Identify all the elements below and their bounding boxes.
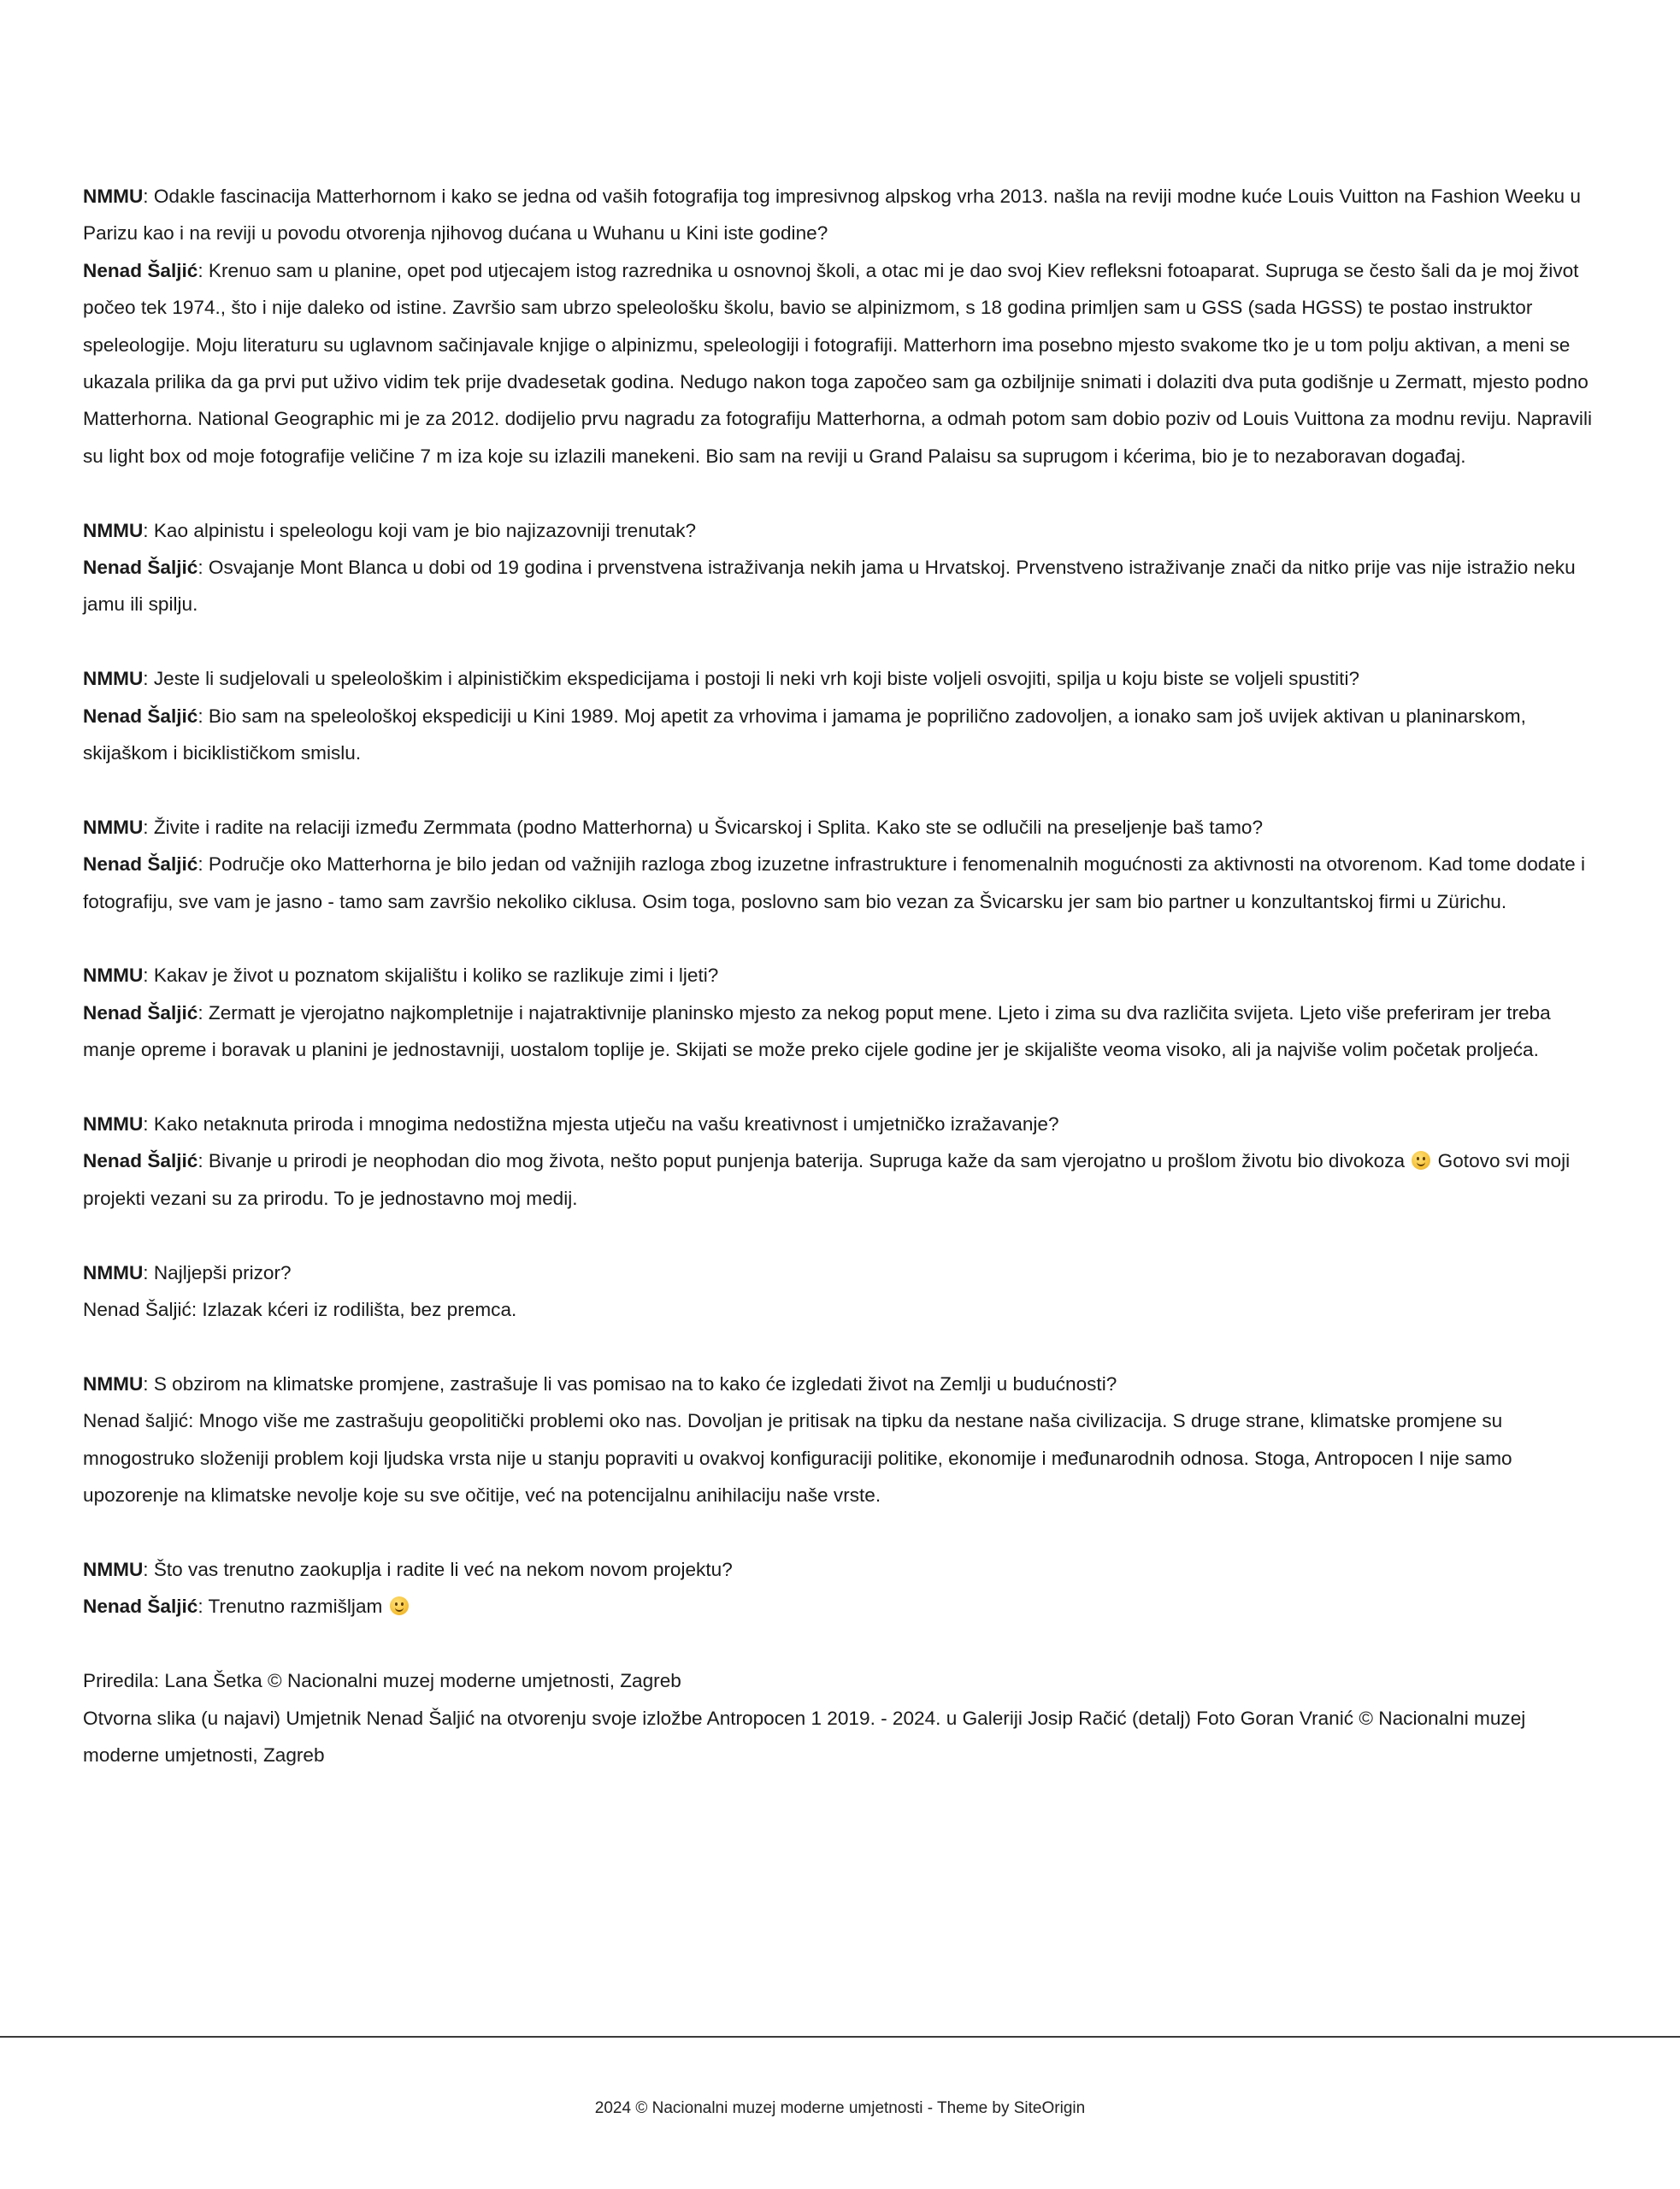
question-speaker: NMMU	[83, 1113, 144, 1136]
answer-text: : Bio sam na speleološkoj ekspediciji u Kini 1989. Moj apetit za vrhovima i jamama je poprilično zadovoljen, a ionako sam još uvijek aktivan u planinarskom, skijaškom i biciklističkom smislu.	[83, 705, 1526, 764]
smiley-emoji-icon	[390, 1596, 409, 1615]
footer-copyright: 2024 © Nacionalni muzej moderne umjetnosti	[594, 2099, 923, 2117]
answer-text: : Područje oko Matterhorna je bilo jedan od važnijih razloga zbog izuzetne infrastrukture i fenomenalnih mogućnosti za aktivnosti na otvorenom. Kad tome dodate i fotografiju, sve vam je jasno - tamo sam završio nekoliko ciklusa. Osim toga, poslovno sam bio vezan za Švicarsku jer sam bio partner u konzultantskoj firmi u Zürichu.	[83, 853, 1586, 912]
question-speaker: NMMU	[83, 186, 144, 207]
footer-theme-credit: Theme by SiteOrigin	[937, 2099, 1086, 2117]
question-speaker: NMMU	[83, 1372, 144, 1395]
qa-block-4	[83, 809, 1605, 920]
answer-speaker: Nenad Šaljić	[83, 557, 198, 579]
question-speaker: NMMU	[83, 816, 144, 838]
question-text: : Odakle fascinacija Matterhornom i kako se jedna od vaših fotografija tog impresivnog alpskog vrha 2013. našla na reviji modne kuće Louis Vuitton na Fashion Weeku u Parizu kao i na reviji u povodu otvorenja njihovog dućana u Wuhanu u Kini iste godine?	[83, 186, 1581, 245]
qa-block-9	[83, 1551, 1605, 1626]
qa-block-8	[83, 1366, 1605, 1514]
qa-block-7	[83, 1254, 1605, 1329]
answer-text: : Bivanje u prirodi je neophodan dio mog života, nešto poput punjenja baterija. Supruga kaže da sam vjerojatno u prošlom životu bio divokoza	[197, 1150, 1406, 1172]
answer	[83, 252, 1605, 475]
question	[83, 1551, 1605, 1588]
question	[83, 1366, 1605, 1402]
question	[83, 660, 1605, 697]
question-text: : S obzirom na klimatske promjene, zastrašuje li vas pomisao na to kako će izgledati život na Zemlji u budućnosti?	[143, 1372, 1117, 1395]
answer: Nenad Šaljić: Izlazak kćeri iz rodilišta, bez premca.	[83, 1299, 517, 1321]
answer: Nenad šaljić: Mnogo više me zastrašuju geopolitički problemi oko nas. Dovoljan je pritisak na tipku da nestane naša civilizacija. S druge strane, klimatske promjene su mnogostruko složeniji problem koji ljudska vrsta nije u stanju popraviti u ovakvoj konfiguraciji politike, ekonomije i međunarodnih odnosa. Stoga, Antropocen I nije samo upozorenje na klimatske nevolje koje su sve očitije, već na potencijalnu anihilaciju naše vrste.	[83, 1410, 1512, 1507]
question	[83, 957, 1605, 994]
question-text: : Kako netaknuta priroda i mnogima nedostižna mjesta utječu na vašu kreativnost i umjetničko izražavanje?	[143, 1113, 1059, 1136]
answer-speaker: Nenad Šaljić	[83, 705, 198, 727]
answer	[83, 994, 1605, 1069]
question-text: : Što vas trenutno zaokuplja i radite li već na nekom novom projektu?	[143, 1558, 733, 1580]
question-text: : Najljepši prizor?	[143, 1261, 292, 1283]
answer-text: : Trenutno razmišljam	[197, 1596, 383, 1618]
footer-separator: -	[923, 2099, 937, 2117]
question-speaker: NMMU	[83, 1261, 144, 1283]
question	[83, 178, 1605, 252]
answer	[83, 1142, 1605, 1217]
question	[83, 1254, 1605, 1291]
question-text: : Kao alpinistu i speleologu koji vam je bio najizazovniji trenutak?	[143, 519, 697, 541]
qa-block-5	[83, 957, 1605, 1068]
footer-divider	[0, 2036, 1680, 2038]
question-speaker: NMMU	[83, 668, 144, 690]
question-text: : Kakav je život u poznatom skijalištu i koliko se razlikuje zimi i ljeti?	[143, 965, 719, 987]
answer-text-continued: Gotovo svi moji projekti vezani su za prirodu. To je jednostavno moj medij.	[83, 1150, 1571, 1209]
smiley-emoji-icon	[1412, 1151, 1430, 1170]
answer-speaker: Nenad Šaljić	[83, 853, 198, 876]
question-text: : Živite i radite na relaciji između Zermmata (podno Matterhorna) u Švicarskoj i Splita. Kako ste se odlučili na preseljenje baš tamo?	[143, 816, 1264, 838]
answer-text: : Osvajanje Mont Blanca u dobi od 19 godina i prvenstvena istraživanja nekih jama u Hrvatskoj. Prvenstveno istraživanje znači da nitko prije vas nije istražio neku jamu ili spilju.	[83, 557, 1576, 616]
article-credits	[83, 1662, 1605, 1773]
editor-credit: Priredila: Lana Šetka © Nacionalni muzej moderne umjetnosti, Zagreb	[83, 1670, 681, 1692]
qa-block-1	[83, 178, 1605, 475]
question	[83, 1106, 1605, 1142]
answer	[83, 1588, 1605, 1625]
question	[83, 809, 1605, 846]
question-speaker: NMMU	[83, 1558, 144, 1580]
article-body	[83, 178, 1605, 1773]
question-text: : Jeste li sudjelovali u speleološkim i alpinističkim ekspedicijama i postoji li neki vrh koji biste voljeli osvojiti, spilja u koju biste se voljeli spustiti?	[143, 668, 1360, 690]
question-speaker: NMMU	[83, 519, 144, 541]
qa-block-3	[83, 660, 1605, 771]
answer	[83, 549, 1605, 623]
answer-speaker: Nenad Šaljić	[83, 259, 198, 281]
answer-text: : Krenuo sam u planine, opet pod utjecajem istog razrednika u osnovnoj školi, a otac mi je dao svoj Kiev refleksni fotoaparat. Supruga se često šali da je moj život počeo tek 1974., što i nije daleko od istine. Završio sam ubrzo speleološku školu, bavio se alpinizmom, s 18 godina primljen sam u GSS (sada HGSS) te postao instruktor speleologije. Moju literaturu su uglavnom sačinjavale knjige o alpinizmu, speleologiji i fotografiji. Matterhorn ima posebno mjesto svakome tko je u tom polju aktivan, a meni se ukazala prilika da ga prvi put uživo vidim tek prije dvadesetak godina. Nedugo nakon toga započeo sam ga ozbiljnije snimati i dolaziti dva puta godišnje u Zermatt, mjesto podno Matterhorna. National Geographic mi je za 2012. dodijelio prvu nagradu za fotografiju Matterhorna, a odmah potom sam dobio poziv od Louis Vuittona za modnu reviju. Napravili su light box od moje fotografije veličine 7 m iza koje su izlazili manekeni. Bio sam na reviji u Grand Palaisu sa suprugom i kćerima, bio je to nezaboravan događaj.	[83, 259, 1592, 467]
answer-speaker: Nenad Šaljić	[83, 1150, 198, 1172]
question	[83, 512, 1605, 549]
qa-block-2	[83, 512, 1605, 623]
answer-speaker: Nenad Šaljić	[83, 1001, 198, 1024]
qa-block-6	[83, 1106, 1605, 1217]
answer-speaker: Nenad Šaljić	[83, 1596, 198, 1618]
answer	[83, 698, 1605, 772]
site-footer	[0, 2099, 1680, 2118]
photo-credit: Otvorna slika (u najavi) Umjetnik Nenad Šaljić na otvorenju svoje izložbe Antropocen 1 2019. - 2024. u Galeriji Josip Račić (detalj) Foto Goran Vranić © Nacionalni muzej moderne umjetnosti, Zagreb	[83, 1707, 1526, 1766]
answer	[83, 846, 1605, 920]
question-speaker: NMMU	[83, 965, 144, 987]
answer-text: : Zermatt je vjerojatno najkompletnije i najatraktivnije planinsko mjesto za nekog poput mene. Ljeto i zima su dva različita svijeta. Ljeto više preferiram jer treba manje opreme i boravak u planini je jednostavniji, uostalom toplije je. Skijati se može preko cijele godine jer je skijalište veoma visoko, ali ja najviše volim početak proljeća.	[83, 1001, 1551, 1061]
